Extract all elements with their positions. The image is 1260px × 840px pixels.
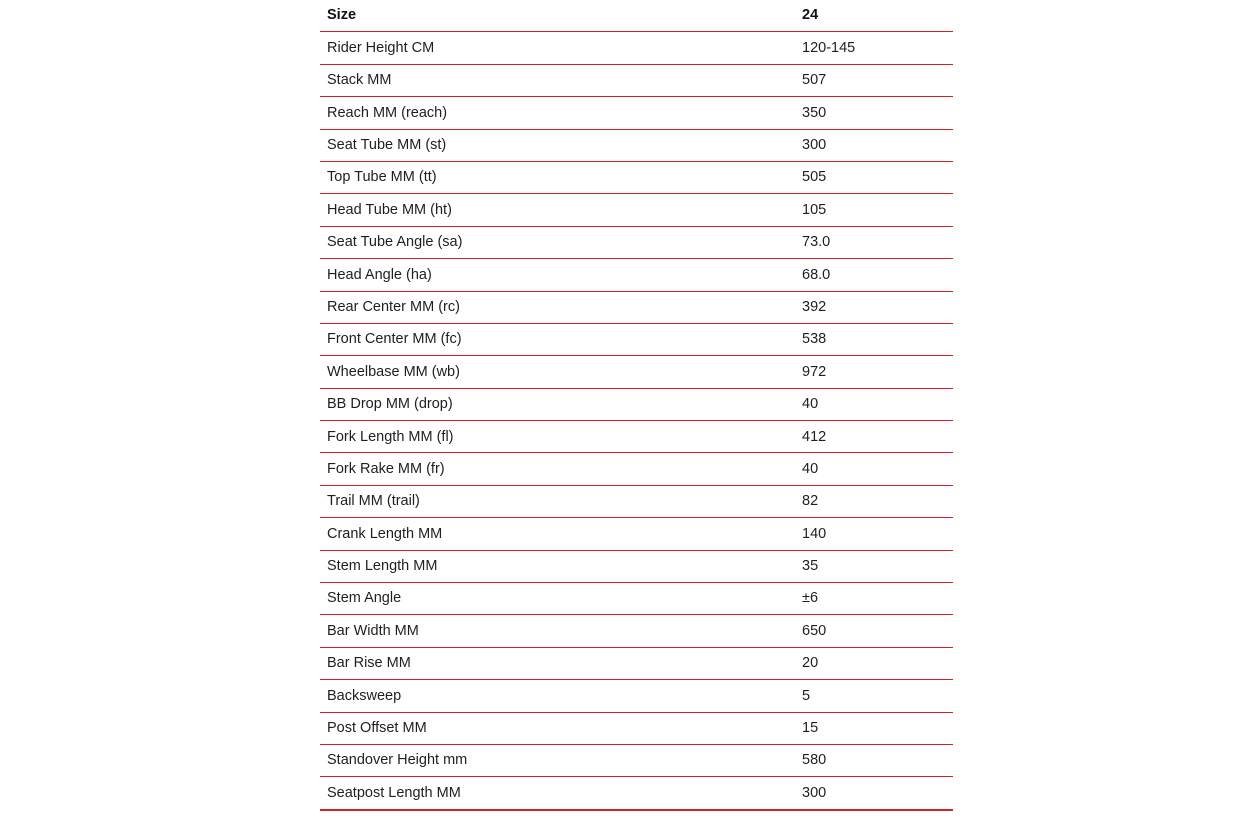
row-value: 73.0 [802, 226, 953, 258]
row-label: Wheelbase MM (wb) [320, 356, 802, 388]
row-value: 40 [802, 453, 953, 485]
row-value: 300 [802, 129, 953, 161]
row-value: 505 [802, 161, 953, 193]
table-row [320, 777, 953, 810]
row-label: Front Center MM (fc) [320, 323, 802, 355]
row-label: Stack MM [320, 64, 802, 96]
table-row [320, 712, 953, 744]
row-label: Rear Center MM (rc) [320, 291, 802, 323]
row-label: Stem Angle [320, 583, 802, 615]
table-row [320, 97, 953, 129]
row-label: Bar Width MM [320, 615, 802, 647]
table-row [320, 680, 953, 712]
table-row [320, 453, 953, 485]
row-value: 15 [802, 712, 953, 744]
table-row [320, 194, 953, 226]
row-value: 105 [802, 194, 953, 226]
geometry-table-body [320, 32, 953, 810]
table-row [320, 226, 953, 258]
row-label: Fork Rake MM (fr) [320, 453, 802, 485]
row-label: Fork Length MM (fl) [320, 421, 802, 453]
row-label: Seat Tube MM (st) [320, 129, 802, 161]
header-row [320, 0, 953, 32]
row-label: Post Offset MM [320, 712, 802, 744]
row-value: 350 [802, 97, 953, 129]
table-row [320, 32, 953, 64]
geometry-table [320, 0, 953, 811]
row-value: 507 [802, 64, 953, 96]
table-row [320, 291, 953, 323]
row-label: Standover Height mm [320, 744, 802, 776]
row-label: Head Angle (ha) [320, 259, 802, 291]
table-row [320, 744, 953, 776]
size-header-value: 24 [802, 0, 953, 32]
row-value: 412 [802, 421, 953, 453]
row-label: Bar Rise MM [320, 647, 802, 679]
table-row [320, 161, 953, 193]
row-label: BB Drop MM (drop) [320, 388, 802, 420]
row-value: 538 [802, 323, 953, 355]
table-row [320, 647, 953, 679]
row-label: Backsweep [320, 680, 802, 712]
table-row [320, 583, 953, 615]
row-label: Reach MM (reach) [320, 97, 802, 129]
table-row [320, 388, 953, 420]
row-value: 82 [802, 485, 953, 517]
table-row [320, 518, 953, 550]
row-value: 972 [802, 356, 953, 388]
row-value: 300 [802, 777, 953, 810]
table-row [320, 64, 953, 96]
row-value: 120-145 [802, 32, 953, 64]
table-row [320, 421, 953, 453]
row-label: Top Tube MM (tt) [320, 161, 802, 193]
size-header-label: Size [320, 0, 802, 32]
table-row [320, 356, 953, 388]
table-row [320, 129, 953, 161]
table-row [320, 615, 953, 647]
row-value: 68.0 [802, 259, 953, 291]
row-label: Rider Height CM [320, 32, 802, 64]
row-label: Trail MM (trail) [320, 485, 802, 517]
row-value: 140 [802, 518, 953, 550]
table-row [320, 259, 953, 291]
row-label: Crank Length MM [320, 518, 802, 550]
row-value: 35 [802, 550, 953, 582]
row-label: Head Tube MM (ht) [320, 194, 802, 226]
row-value: 40 [802, 388, 953, 420]
table-row [320, 323, 953, 355]
row-value: 20 [802, 647, 953, 679]
row-label: Seat Tube Angle (sa) [320, 226, 802, 258]
row-value: ±6 [802, 583, 953, 615]
row-value: 5 [802, 680, 953, 712]
geometry-table-header [320, 0, 953, 32]
row-label: Seatpost Length MM [320, 777, 802, 810]
row-label: Stem Length MM [320, 550, 802, 582]
table-row [320, 550, 953, 582]
row-value: 580 [802, 744, 953, 776]
table-row [320, 485, 953, 517]
row-value: 650 [802, 615, 953, 647]
row-value: 392 [802, 291, 953, 323]
